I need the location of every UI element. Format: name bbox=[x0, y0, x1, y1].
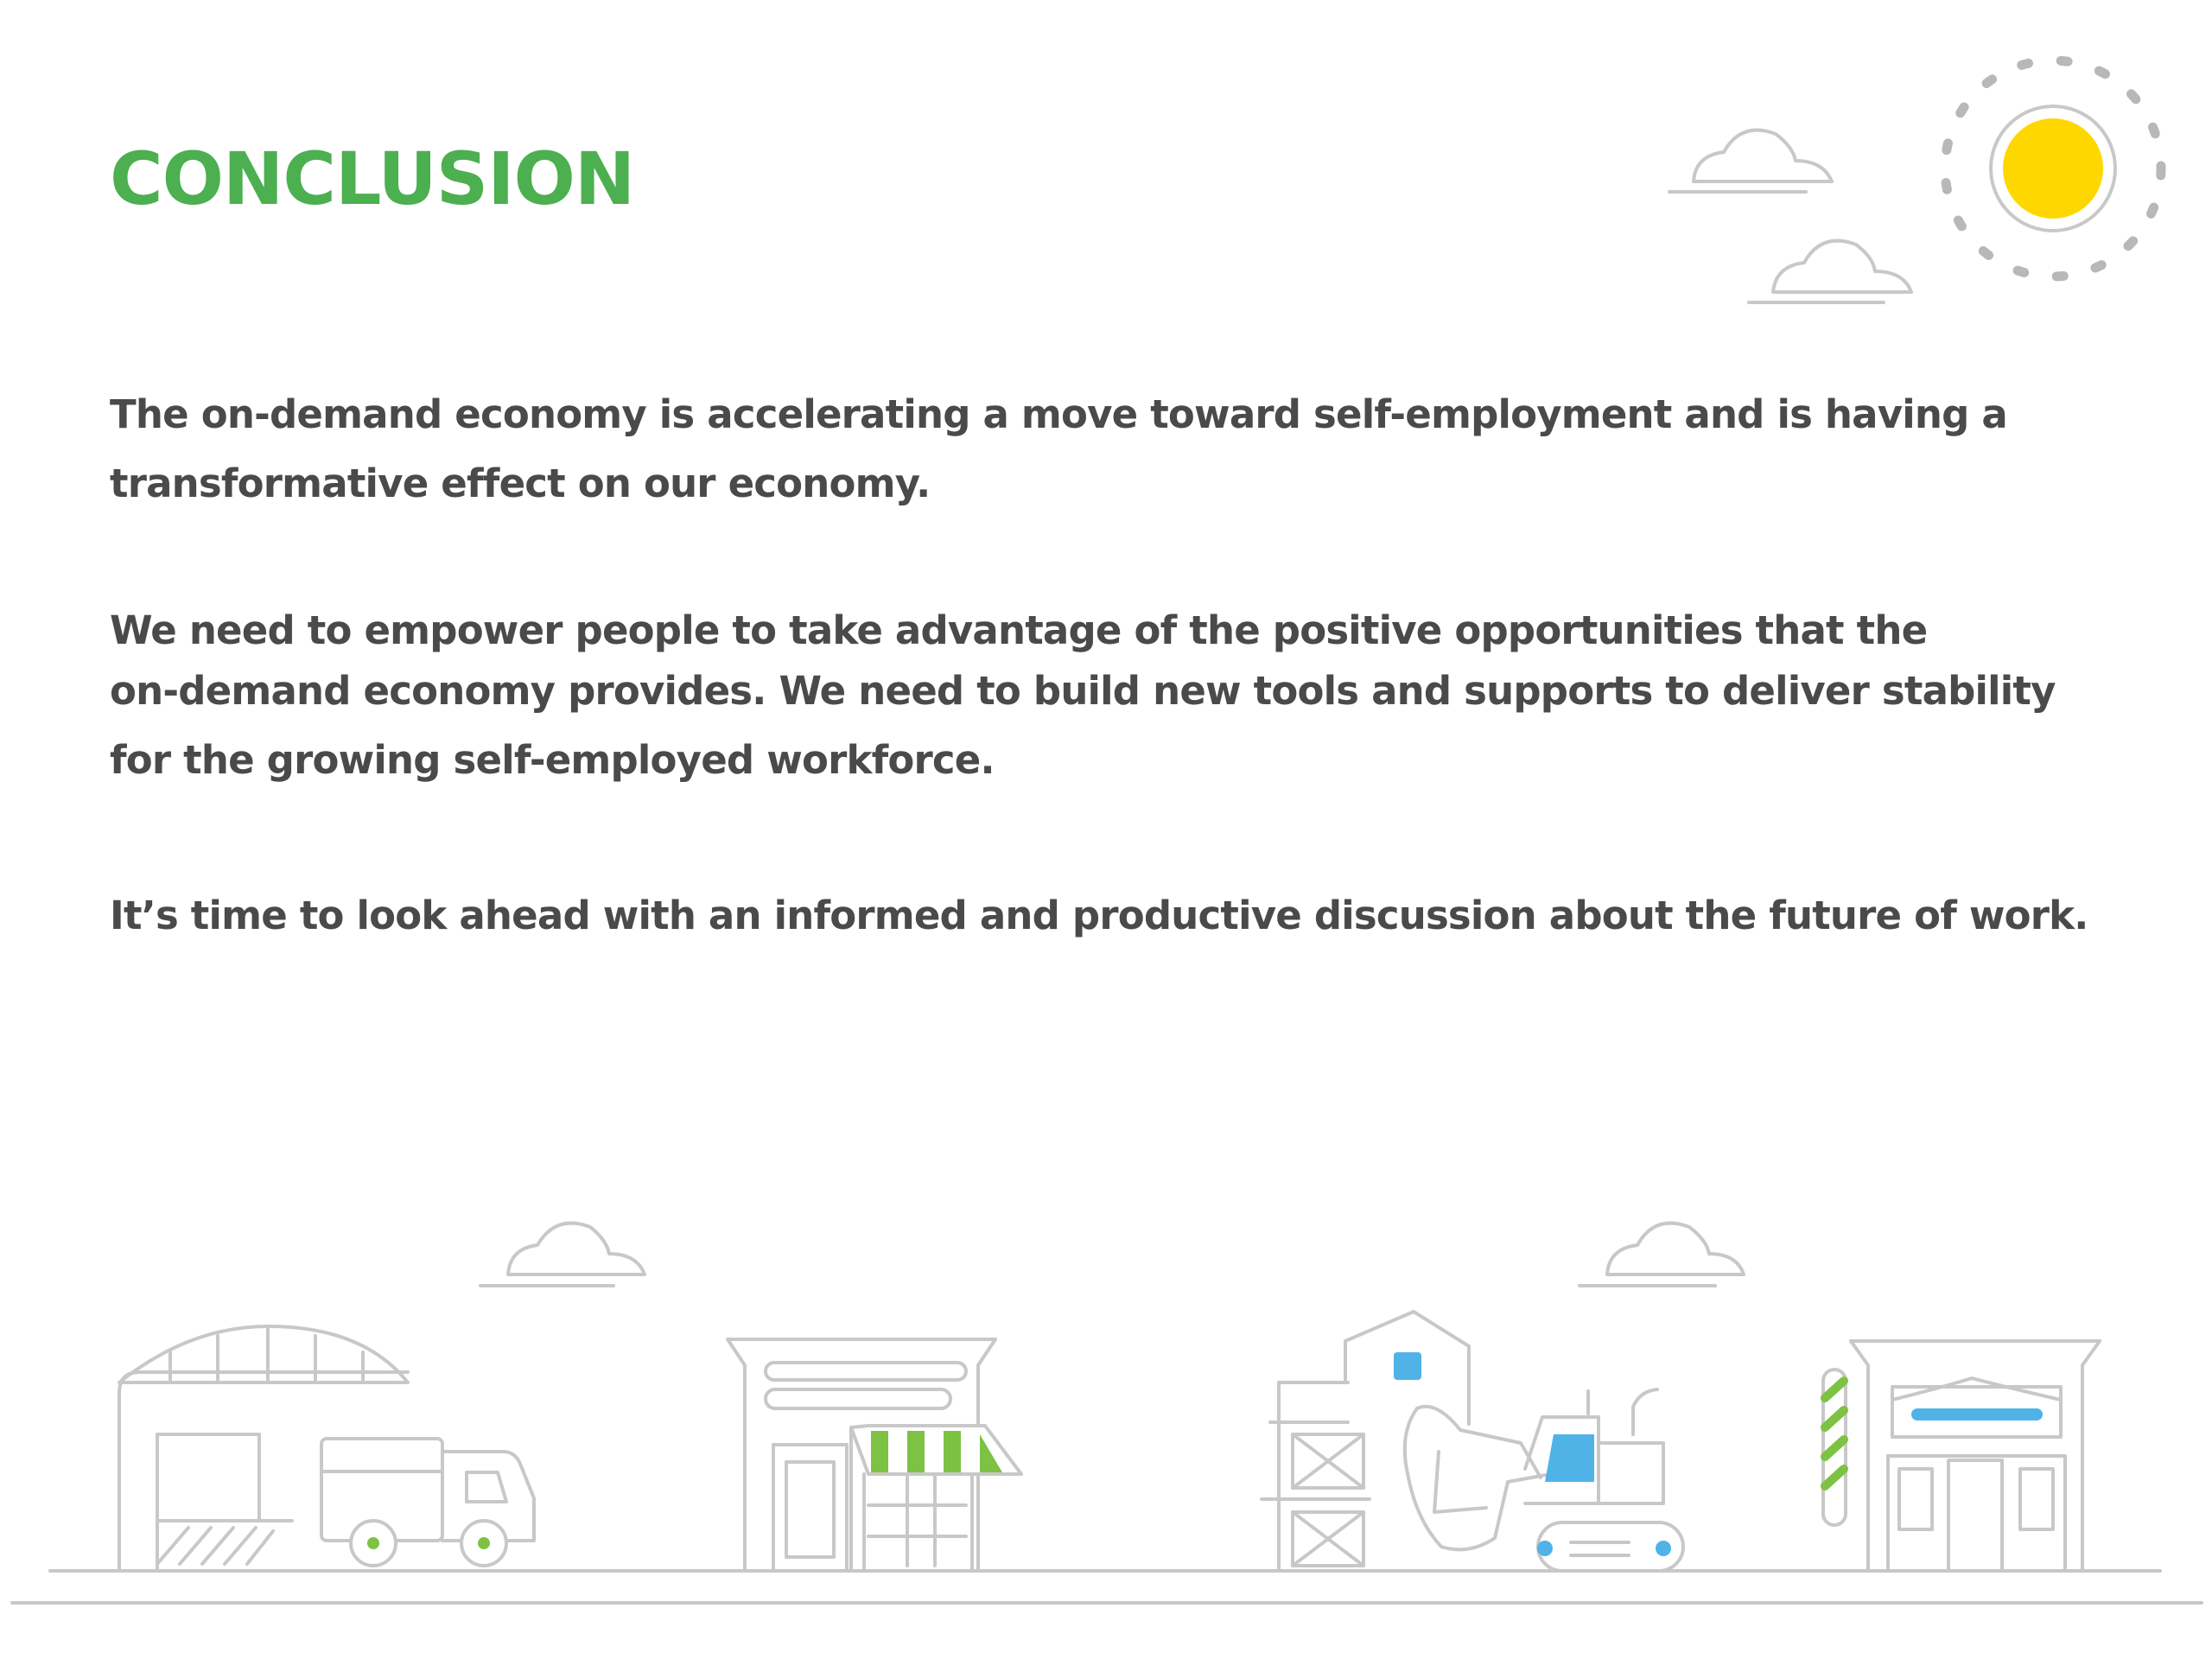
cloud-icon bbox=[1749, 241, 1911, 302]
paragraph-1-line-2: transformative effect on our economy. bbox=[110, 461, 931, 506]
paragraph-2-line-1: We need to empower people to take advantage of the positive opportunities that the bbox=[110, 607, 1928, 653]
ground bbox=[12, 1571, 2202, 1603]
cloud-icon bbox=[1669, 130, 1832, 192]
excavator-icon bbox=[1405, 1389, 1683, 1571]
storefront-icon bbox=[728, 1339, 1021, 1571]
delivery-truck-icon bbox=[321, 1439, 534, 1566]
barber-shop-icon bbox=[1823, 1341, 2100, 1571]
cloud-icon bbox=[480, 1224, 645, 1286]
paragraph-1-line-1: The on-demand economy is accelerating a move toward self-employment and is having a bbox=[110, 391, 2007, 437]
cloud-icon bbox=[1580, 1224, 1744, 1286]
sun-icon bbox=[1945, 60, 2161, 276]
page-title: CONCLUSION bbox=[110, 137, 635, 221]
barn-icon bbox=[1262, 1312, 1469, 1571]
paragraph-2-line-2: on-demand economy provides. We need to build new tools and supports to deliver stability bbox=[110, 668, 2056, 714]
paragraph-2-line-3: for the growing self-employed workforce. bbox=[110, 737, 995, 783]
paragraph-3-line-1: It’s time to look ahead with an informed and productive discussion about the future of work. bbox=[110, 893, 2088, 938]
